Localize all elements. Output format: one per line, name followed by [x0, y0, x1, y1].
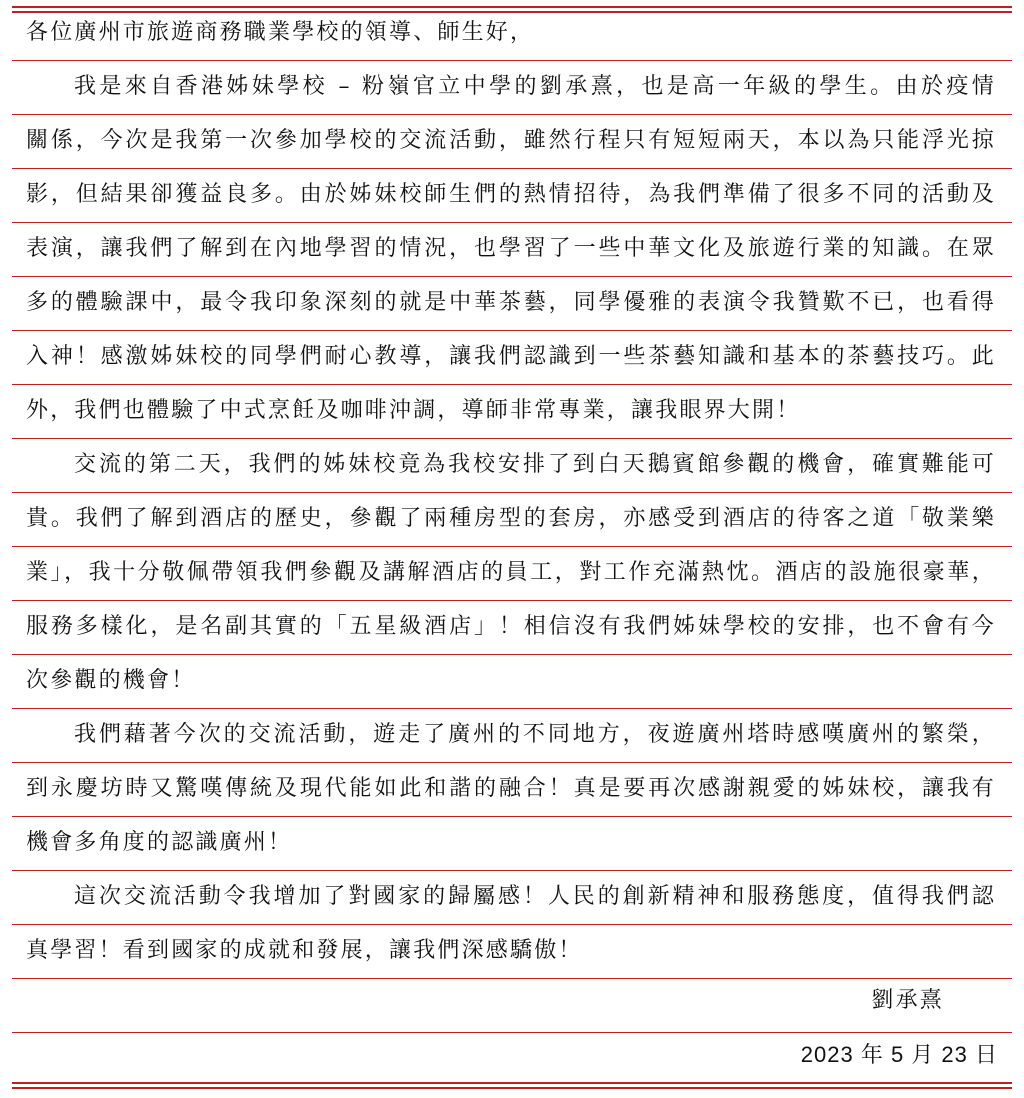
paragraph-1-line-4: 表演，讓我們了解到在內地學習的情況，也學習了一些中華文化及旅遊行業的知識。在眾: [26, 236, 996, 261]
paragraph-1-line-3: 影，但結果卻獲益良多。由於姊妹校師生們的熱情招待，為我們準備了很多不同的活動及: [26, 182, 996, 207]
paragraph-3-line-2: 到永慶坊時又驚嘆傳統及現代能如此和諧的融合！真是要再次感謝親愛的姊妹校，讓我有: [26, 776, 996, 801]
paragraph-4-line-1: 這次交流活動令我增加了對國家的歸屬感！人民的創新精神和服務態度，值得我們認: [74, 884, 996, 909]
paragraph-3-line-3: 機會多角度的認識廣州！: [26, 830, 293, 855]
salutation-line: 各位廣州市旅遊商務職業學校的領導、師生好，: [26, 20, 535, 45]
paragraph-2-line-5: 次參觀的機會！: [26, 668, 196, 693]
paragraph-1-line-5: 多的體驗課中，最令我印象深刻的就是中華茶藝，同學優雅的表演令我贊歎不已，也看得: [26, 290, 996, 315]
bottom-border-line-inner: [12, 1087, 1012, 1089]
paragraph-1-line-1: 我是來自香港姊妹學校 – 粉嶺官立中學的劉承熹，也是高一年級的學生。由於疫情: [74, 74, 996, 99]
letter-date: 2023 年 5 月 23 日: [800, 1042, 998, 1067]
paragraph-1-line-7: 外，我們也體驗了中式烹飪及咖啡沖調，導師非常專業，讓我眼界大開！: [26, 398, 801, 423]
paragraph-4-line-2: 真學習！看到國家的成就和發展，讓我們深感驕傲！: [26, 938, 583, 963]
paragraph-3-line-1: 我們藉著今次的交流活動，遊走了廣州的不同地方，夜遊廣州塔時感嘆廣州的繁榮，: [74, 722, 996, 747]
bottom-border-line: [12, 1082, 1012, 1084]
signature: 劉承熹: [871, 988, 944, 1013]
paragraph-2-line-3: 業」，我十分敬佩帶領我們參觀及講解酒店的員工，對工作充滿熱忱。酒店的設施很豪華，: [26, 560, 996, 585]
paragraph-2-line-2: 貴。我們了解到酒店的歷史，參觀了兩種房型的套房，亦感受到酒店的待客之道「敬業樂: [26, 506, 996, 531]
paragraph-1-line-2: 關係，今次是我第一次參加學校的交流活動，雖然行程只有短短兩天，本以為只能浮光掠: [26, 128, 996, 153]
paragraph-2-line-4: 服務多樣化，是名副其實的「五星級酒店」！相信沒有我們姊妹學校的安排，也不會有今: [26, 614, 996, 639]
paragraph-2-line-1: 交流的第二天，我們的姊妹校竟為我校安排了到白天鵝賓館參觀的機會，確實難能可: [74, 452, 996, 477]
paragraph-1-line-6: 入神！感激姊妹校的同學們耐心教導，讓我們認識到一些茶藝知識和基本的茶藝技巧。此: [26, 344, 996, 369]
ruled-line: [12, 978, 1012, 979]
